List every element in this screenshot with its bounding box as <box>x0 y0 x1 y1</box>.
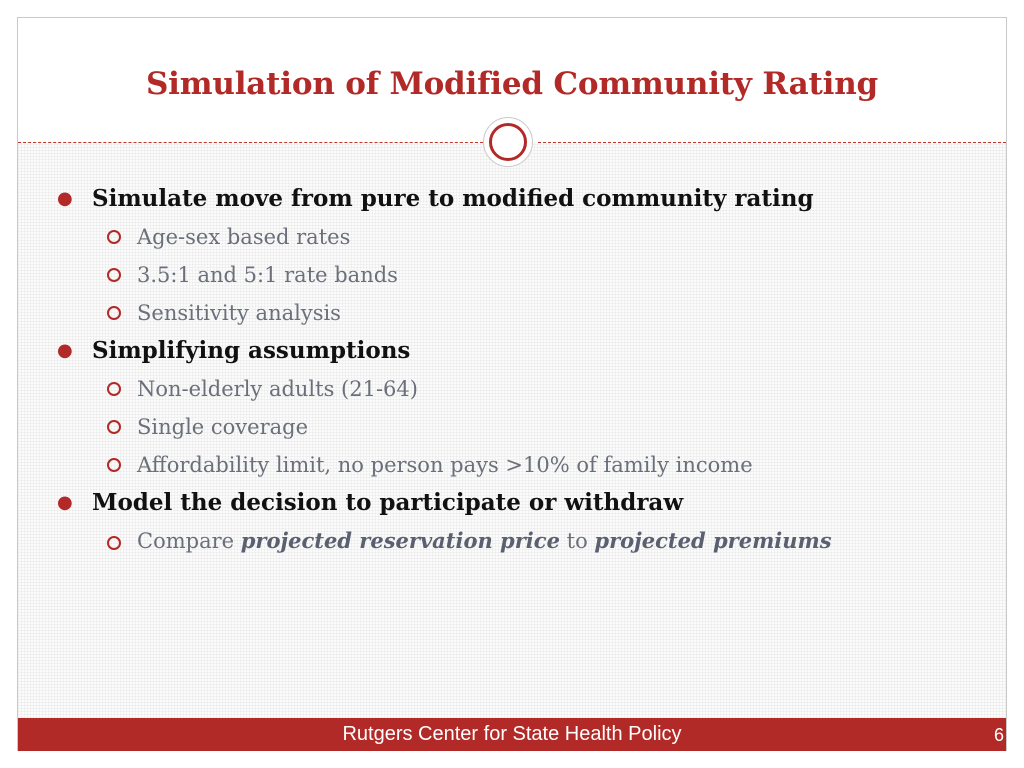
compare-lead: Compare <box>137 529 235 553</box>
slide-title: Simulation of Modified Community Rating <box>145 66 879 102</box>
bullet-text: Simplifying assumptions <box>92 337 411 364</box>
ring-bullet-icon <box>107 458 121 472</box>
bullet-simulate-move <box>55 180 975 218</box>
compare-term-premiums: projected premiums <box>594 528 832 553</box>
sub-bullet-rate-bands <box>55 256 975 294</box>
bullet-text: Model the decision to participate or withdraw <box>92 489 684 516</box>
compare-joiner: to <box>566 529 588 553</box>
ring-bullet-icon <box>107 268 121 282</box>
sub-bullet-sensitivity <box>55 294 975 332</box>
sub-bullet-text: 3.5:1 and 5:1 rate bands <box>137 263 398 287</box>
compare-term-reservation-price: projected reservation price <box>240 528 560 553</box>
bullet-list <box>55 180 975 556</box>
ornament-ring <box>489 123 527 161</box>
page-number: 6 <box>993 725 1004 745</box>
bullet-model-decision <box>55 484 975 522</box>
sub-bullet-compare <box>55 522 975 556</box>
footer-organization: Rutgers Center for State Health Policy <box>342 723 682 745</box>
bullet-dot-icon: ● <box>57 340 73 361</box>
title-divider-right <box>538 142 1006 143</box>
sub-bullet-age-sex <box>55 218 975 256</box>
ring-bullet-icon <box>107 306 121 320</box>
ring-bullet-icon <box>107 420 121 434</box>
bullet-dot-icon: ● <box>57 188 73 209</box>
sub-bullet-text: Age-sex based rates <box>137 225 351 249</box>
bullet-dot-icon: ● <box>57 492 73 513</box>
ring-bullet-icon <box>107 382 121 396</box>
title-divider-left <box>18 142 488 143</box>
ring-bullet-icon <box>107 230 121 244</box>
sub-bullet-affordability <box>55 446 975 484</box>
ring-bullet-icon <box>107 536 121 550</box>
sub-bullet-text: Non-elderly adults (21-64) <box>137 377 418 401</box>
sub-bullet-single-coverage <box>55 408 975 446</box>
sub-bullet-text: Single coverage <box>137 415 309 439</box>
sub-bullet-non-elderly <box>55 370 975 408</box>
sub-bullet-text: Affordability limit, no person pays >10% of family income <box>137 453 753 477</box>
circle-ornament-icon <box>483 117 533 167</box>
sub-bullet-text: Sensitivity analysis <box>137 301 341 325</box>
bullet-simplifying-assumptions <box>55 332 975 370</box>
bullet-text: Simulate move from pure to modified community rating <box>92 185 814 212</box>
